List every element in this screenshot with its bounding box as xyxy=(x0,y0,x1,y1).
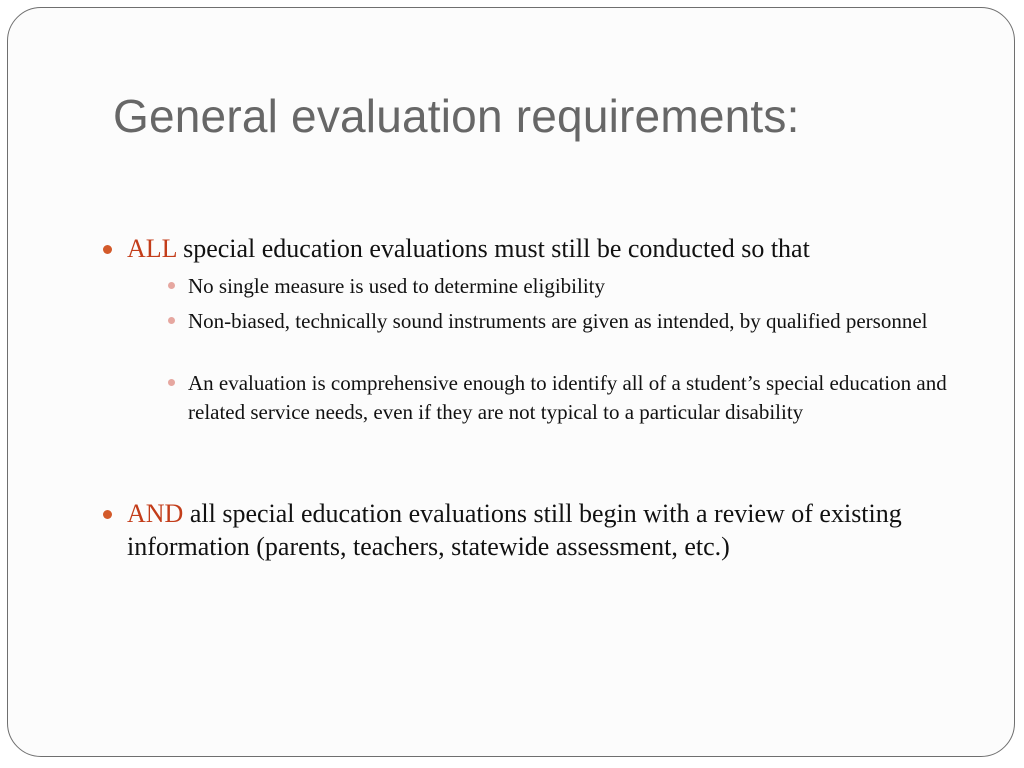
bullet-dot-icon xyxy=(103,510,112,519)
subbullet-text: An evaluation is comprehensive enough to identify all of a student’s special education and related service needs, even if they are not typical to a particular disability xyxy=(188,371,947,424)
subbullet-non-biased xyxy=(188,307,948,336)
subbullet-text: Non-biased, technically sound instruments are given as intended, by qualified personnel xyxy=(188,309,928,333)
bullet-dot-icon xyxy=(103,245,112,254)
bullet-and xyxy=(127,497,937,563)
sub-bullet-dot-icon xyxy=(168,317,175,324)
subbullet-text: No single measure is used to determine eligibility xyxy=(188,274,605,298)
bullet-text-and: all special education evaluations still begin with a review of existing information (parents, teachers, statewide assessment, etc.) xyxy=(127,499,902,561)
subbullet-single-measure xyxy=(188,272,1000,301)
subbullet-comprehensive xyxy=(188,369,1000,427)
bullet-lead-and: AND xyxy=(127,499,184,528)
sub-bullet-dot-icon xyxy=(168,282,175,289)
slide-title: General evaluation requirements: xyxy=(113,90,800,142)
bullet-lead-all: ALL xyxy=(127,234,177,263)
sub-bullet-dot-icon xyxy=(168,379,175,386)
bullet-text-all: special education evaluations must still be conducted so that xyxy=(176,234,810,263)
bullet-all xyxy=(127,232,957,265)
